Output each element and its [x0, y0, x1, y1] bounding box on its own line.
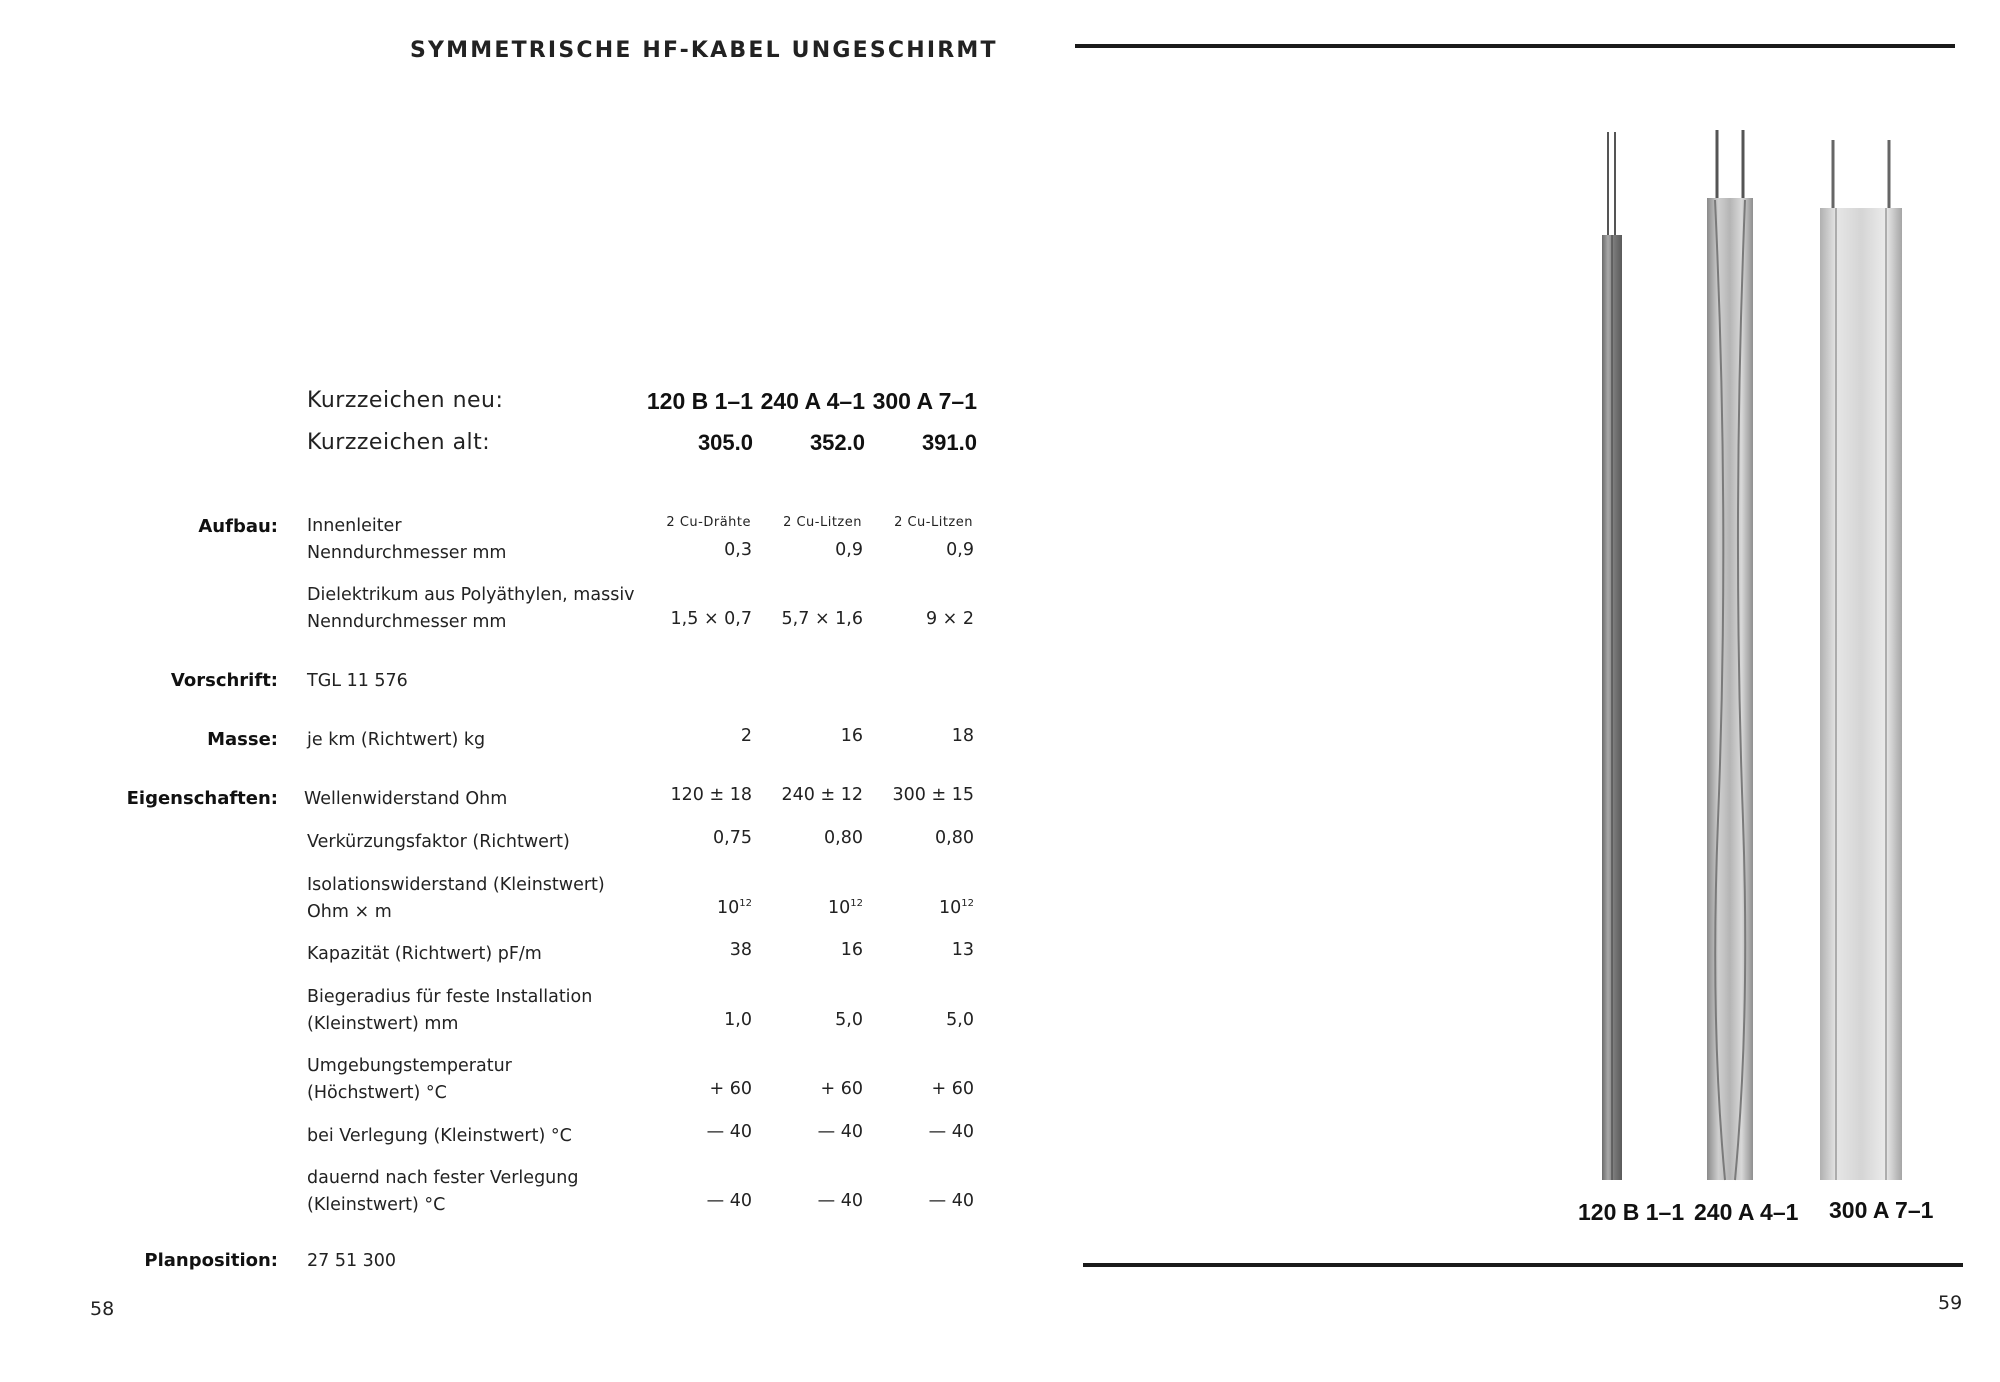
value-innenleiter-2: 2 Cu-Litzen — [783, 515, 862, 530]
value-kapazitaet-1: 38 — [729, 940, 752, 960]
section-planposition: Planposition: — [144, 1250, 278, 1271]
row-label-umgebung: Umgebungstemperatur — [307, 1056, 512, 1076]
value-verlegung-1: — 40 — [706, 1122, 752, 1142]
value-umgebung-2: + 60 — [820, 1079, 863, 1099]
new-code-1: 120 B 1–1 — [646, 388, 753, 414]
value-kapazitaet-2: 16 — [840, 940, 863, 960]
value-innen-durchmesser-3: 0,9 — [946, 540, 974, 560]
value-biegeradius-3: 5,0 — [946, 1010, 974, 1030]
cable-label-3: 300 A 7–1 — [1829, 1197, 1934, 1223]
value-innenleiter-1: 2 Cu-Drähte — [666, 515, 751, 530]
value-masse-1: 2 — [740, 726, 752, 746]
value-verkuerzung-1: 0,75 — [713, 828, 752, 848]
cable-label-2: 240 A 4–1 — [1694, 1199, 1799, 1225]
value-biegeradius-2: 5,0 — [835, 1010, 863, 1030]
row-label-innenleiter: Innenleiter — [307, 516, 402, 536]
new-code-3: 300 A 7–1 — [872, 388, 977, 414]
section-vorschrift: Vorschrift: — [170, 670, 278, 691]
value-isolation-1: $10^{12}$ — [716, 898, 752, 918]
value-dauernd-3: — 40 — [928, 1191, 974, 1211]
row-label-wellenwiderstand: Wellenwiderstand Ohm — [304, 789, 508, 809]
value-isolation-3: $10^{12}$ — [938, 898, 974, 918]
value-verlegung-2: — 40 — [817, 1122, 863, 1142]
value-biegeradius-1: 1,0 — [724, 1010, 752, 1030]
row-label-biegeradius-unit: (Kleinstwert) mm — [307, 1014, 459, 1034]
value-verlegung-3: — 40 — [928, 1122, 974, 1142]
row-label-vorschrift: TGL 11 576 — [307, 671, 408, 691]
value-wellenwiderstand-1: 120 ± 18 — [670, 785, 752, 805]
new-code-2: 240 A 4–1 — [760, 388, 865, 414]
section-aufbau: Aufbau: — [198, 516, 278, 537]
row-label-verkuerzung: Verkürzungsfaktor (Richtwert) — [307, 832, 570, 852]
value-verkuerzung-3: 0,80 — [935, 828, 974, 848]
value-dauernd-2: — 40 — [817, 1191, 863, 1211]
row-label-kapazitaet: Kapazität (Richtwert) pF/m — [307, 944, 542, 964]
row-label-biegeradius: Biegeradius für feste Installation — [307, 987, 593, 1007]
new-code-label: Kurzzeichen neu: — [307, 388, 504, 413]
value-kapazitaet-3: 13 — [951, 940, 974, 960]
row-label-innen-durchmesser: Nenndurchmesser mm — [307, 543, 507, 563]
row-label-dielektrikum: Dielektrikum aus Polyäthylen, massiv — [307, 585, 635, 605]
value-masse-3: 18 — [951, 726, 974, 746]
row-label-diel-durchmesser: Nenndurchmesser mm — [307, 612, 507, 632]
cable-photo — [1580, 120, 1940, 1200]
row-label-planposition: 27 51 300 — [307, 1251, 397, 1271]
row-label-dauernd: dauernd nach fester Verlegung — [307, 1168, 579, 1188]
value-umgebung-3: + 60 — [931, 1079, 974, 1099]
row-label-isolation-unit: Ohm × m — [307, 902, 392, 922]
old-code-2: 352.0 — [809, 430, 865, 455]
value-masse-2: 16 — [840, 726, 863, 746]
value-dauernd-1: — 40 — [706, 1191, 752, 1211]
page-title: SYMMETRISCHE HF-KABEL UNGESCHIRMT — [410, 38, 998, 63]
value-isolation-2: $10^{12}$ — [827, 898, 863, 918]
row-label-verlegung: bei Verlegung (Kleinstwert) °C — [307, 1126, 572, 1146]
old-code-3: 391.0 — [921, 430, 977, 455]
section-eigenschaften: Eigenschaften: — [126, 788, 278, 809]
cable-240-a — [1707, 130, 1753, 1180]
row-label-dauernd-unit: (Kleinstwert) °C — [307, 1195, 446, 1215]
old-code-1: 305.0 — [697, 430, 753, 455]
top-rule — [1075, 44, 1955, 48]
row-label-isolation: Isolationswiderstand (Kleinstwert) — [307, 875, 605, 895]
value-verkuerzung-2: 0,80 — [824, 828, 863, 848]
value-diel-durchmesser-1: 1,5 × 0,7 — [670, 609, 752, 629]
page-number-right: 59 — [1938, 1292, 1963, 1314]
row-label-masse: je km (Richtwert) kg — [307, 730, 486, 750]
value-umgebung-1: + 60 — [709, 1079, 752, 1099]
value-innen-durchmesser-1: 0,3 — [724, 540, 752, 560]
section-masse: Masse: — [207, 729, 278, 750]
value-wellenwiderstand-2: 240 ± 12 — [781, 785, 863, 805]
value-diel-durchmesser-3: 9 × 2 — [925, 609, 974, 629]
row-label-umgebung-unit: (Höchstwert) °C — [307, 1083, 447, 1103]
value-innenleiter-3: 2 Cu-Litzen — [894, 515, 973, 530]
cable-label-1: 120 B 1–1 — [1578, 1199, 1685, 1225]
value-wellenwiderstand-3: 300 ± 15 — [892, 785, 974, 805]
cable-120-b — [1602, 132, 1622, 1180]
page-number-left: 58 — [90, 1298, 115, 1320]
value-diel-durchmesser-2: 5,7 × 1,6 — [781, 609, 863, 629]
bottom-rule — [1083, 1263, 1963, 1267]
old-code-label: Kurzzeichen alt: — [307, 430, 491, 455]
value-innen-durchmesser-2: 0,9 — [835, 540, 863, 560]
cable-300-a — [1820, 140, 1902, 1180]
